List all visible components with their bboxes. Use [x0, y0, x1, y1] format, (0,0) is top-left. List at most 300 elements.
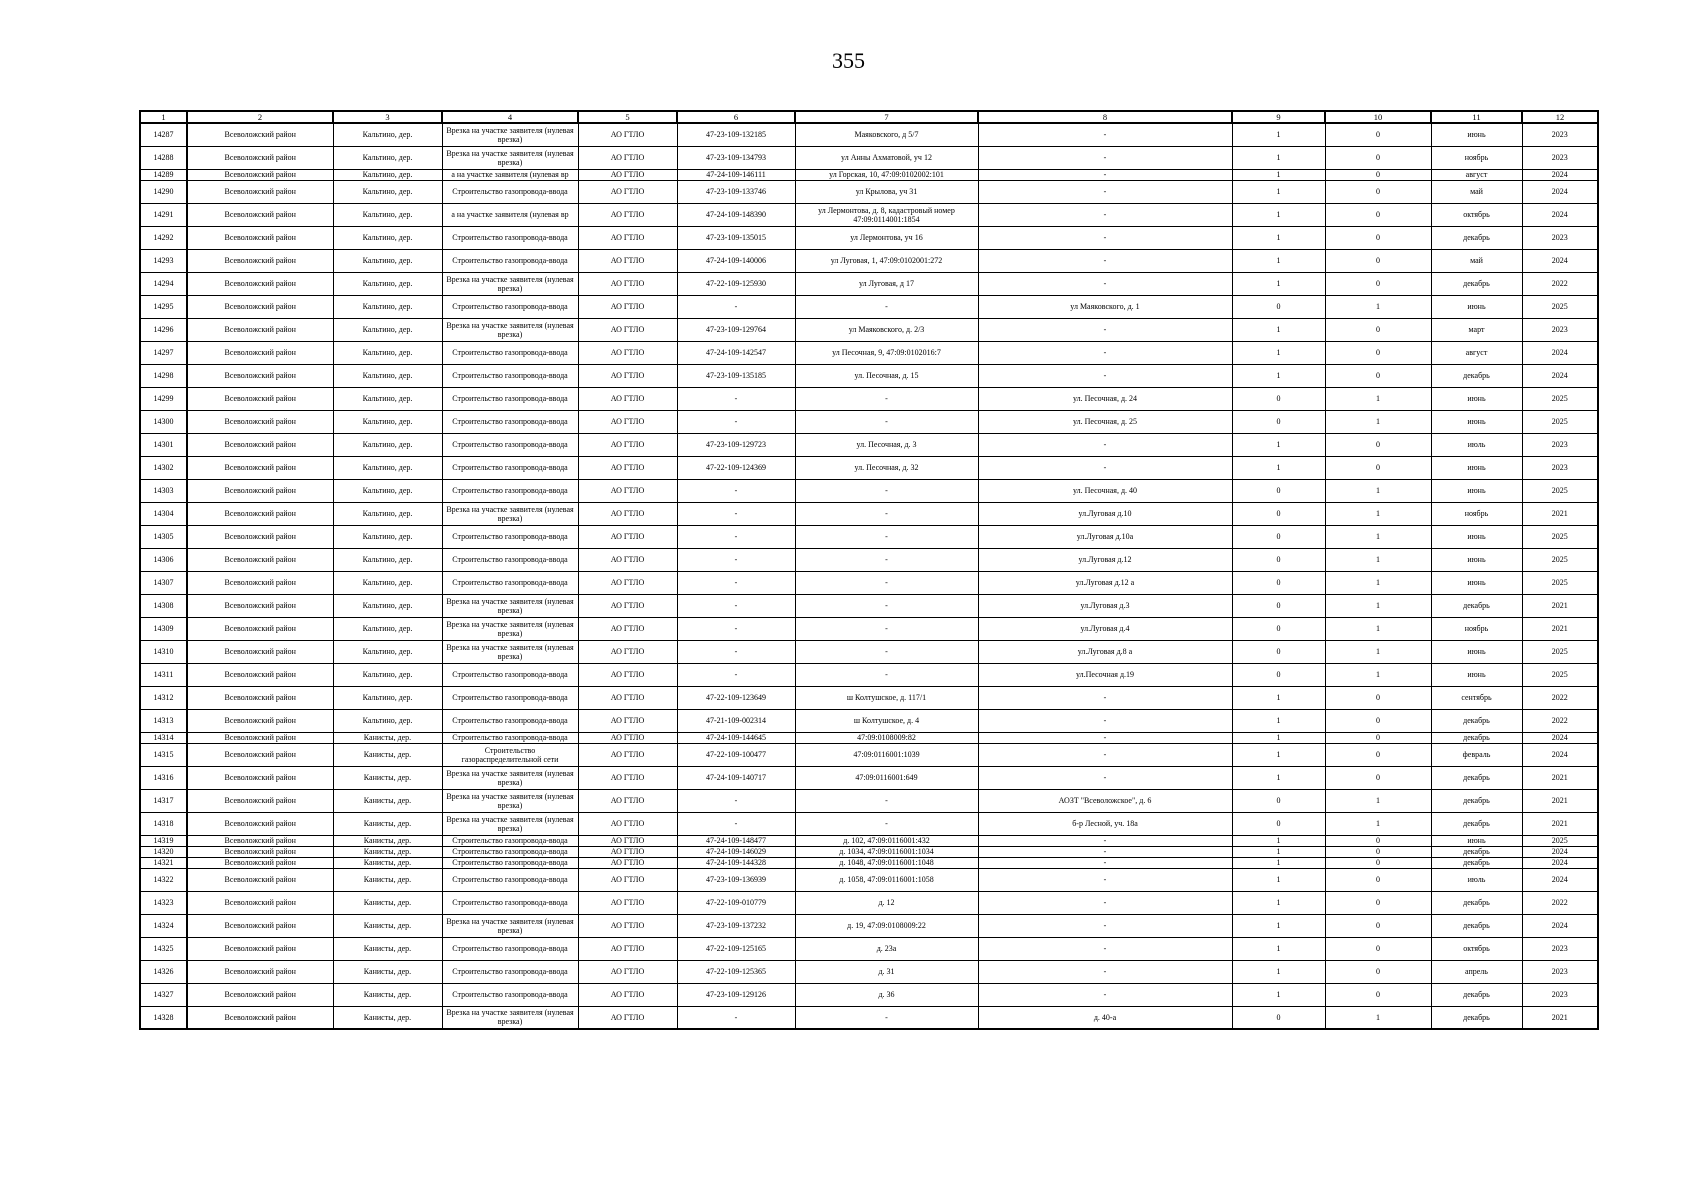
count-connected: 1 — [1232, 686, 1325, 709]
application-number: - — [677, 548, 795, 571]
address-planned: - — [978, 341, 1232, 364]
district: Всеволожский район — [187, 123, 333, 146]
count-planned: 1 — [1325, 479, 1431, 502]
work-type: Строительство газопровода-ввода — [442, 983, 578, 1006]
row-number: 14305 — [140, 525, 187, 548]
address-connected: - — [795, 1006, 978, 1029]
month: июнь — [1431, 123, 1522, 146]
organization: АО ГТЛО — [578, 835, 677, 846]
address-planned: - — [978, 983, 1232, 1006]
address-planned: - — [978, 123, 1232, 146]
organization: АО ГТЛО — [578, 180, 677, 203]
year: 2021 — [1522, 789, 1598, 812]
work-type: Строительство газопровода-ввода — [442, 709, 578, 732]
application-number: 47-24-109-140006 — [677, 249, 795, 272]
application-number: 47-22-109-125165 — [677, 937, 795, 960]
organization: АО ГТЛО — [578, 341, 677, 364]
month: июнь — [1431, 525, 1522, 548]
count-connected: 0 — [1232, 617, 1325, 640]
address-planned: - — [978, 709, 1232, 732]
row-number: 14327 — [140, 983, 187, 1006]
application-number: 47-22-109-125365 — [677, 960, 795, 983]
year: 2024 — [1522, 743, 1598, 766]
work-type: Строительство газопровода-ввода — [442, 249, 578, 272]
count-connected: 1 — [1232, 203, 1325, 226]
organization: АО ГТЛО — [578, 123, 677, 146]
month: декабрь — [1431, 857, 1522, 868]
district: Всеволожский район — [187, 146, 333, 169]
application-number: 47-23-109-134793 — [677, 146, 795, 169]
month: декабрь — [1431, 364, 1522, 387]
table-row — [140, 617, 1598, 640]
month: июнь — [1431, 548, 1522, 571]
address-planned: - — [978, 732, 1232, 743]
address-connected: ул. Песочная, д. 15 — [795, 364, 978, 387]
year: 2023 — [1522, 226, 1598, 249]
count-connected: 0 — [1232, 812, 1325, 835]
count-connected: 1 — [1232, 743, 1325, 766]
address-planned: - — [978, 226, 1232, 249]
address-planned: - — [978, 272, 1232, 295]
row-number: 14293 — [140, 249, 187, 272]
organization: АО ГТЛО — [578, 983, 677, 1006]
application-number: 47-23-109-129126 — [677, 983, 795, 1006]
count-connected: 1 — [1232, 249, 1325, 272]
district: Всеволожский район — [187, 709, 333, 732]
month: июль — [1431, 868, 1522, 891]
month: декабрь — [1431, 594, 1522, 617]
row-number: 14328 — [140, 1006, 187, 1029]
count-connected: 0 — [1232, 789, 1325, 812]
month: июнь — [1431, 663, 1522, 686]
count-planned: 0 — [1325, 846, 1431, 857]
table-row — [140, 640, 1598, 663]
count-planned: 1 — [1325, 387, 1431, 410]
year: 2021 — [1522, 502, 1598, 525]
district: Всеволожский район — [187, 891, 333, 914]
count-connected: 0 — [1232, 640, 1325, 663]
table-row — [140, 857, 1598, 868]
count-planned: 0 — [1325, 364, 1431, 387]
address-connected: д. 1058, 47:09:0116001:1058 — [795, 868, 978, 891]
month: июнь — [1431, 479, 1522, 502]
district: Всеволожский район — [187, 318, 333, 341]
month: июнь — [1431, 387, 1522, 410]
district: Всеволожский район — [187, 663, 333, 686]
district: Всеволожский район — [187, 789, 333, 812]
count-connected: 1 — [1232, 983, 1325, 1006]
district: Всеволожский район — [187, 732, 333, 743]
address-planned: ул.Луговая д.8 а — [978, 640, 1232, 663]
count-planned: 0 — [1325, 709, 1431, 732]
work-type: Строительство газопровода-ввода — [442, 479, 578, 502]
table-row — [140, 502, 1598, 525]
address-planned: ул.Луговая д.10 — [978, 502, 1232, 525]
work-type: Врезка на участке заявителя (нулевая врезка) — [442, 123, 578, 146]
address-planned: - — [978, 433, 1232, 456]
year: 2024 — [1522, 732, 1598, 743]
year: 2023 — [1522, 433, 1598, 456]
district: Всеволожский район — [187, 456, 333, 479]
district: Всеволожский район — [187, 410, 333, 433]
settlement: Кальтино, дер. — [333, 709, 442, 732]
count-connected: 0 — [1232, 1006, 1325, 1029]
year: 2025 — [1522, 387, 1598, 410]
table-row — [140, 937, 1598, 960]
year: 2024 — [1522, 249, 1598, 272]
count-planned: 1 — [1325, 663, 1431, 686]
year: 2023 — [1522, 983, 1598, 1006]
work-type: Врезка на участке заявителя (нулевая врезка) — [442, 914, 578, 937]
application-number: 47-23-109-129764 — [677, 318, 795, 341]
table-row — [140, 789, 1598, 812]
month: декабрь — [1431, 1006, 1522, 1029]
work-type: Строительство газопровода-ввода — [442, 686, 578, 709]
application-number: - — [677, 789, 795, 812]
settlement: Кальтино, дер. — [333, 180, 442, 203]
settlement: Кальтино, дер. — [333, 502, 442, 525]
count-planned: 1 — [1325, 617, 1431, 640]
address-connected: 47:09:0116001:649 — [795, 766, 978, 789]
organization: АО ГТЛО — [578, 295, 677, 318]
address-planned: - — [978, 914, 1232, 937]
column-number-row — [140, 111, 1598, 123]
table-row — [140, 525, 1598, 548]
address-connected: д. 36 — [795, 983, 978, 1006]
table-row — [140, 226, 1598, 249]
row-number: 14302 — [140, 456, 187, 479]
count-connected: 1 — [1232, 732, 1325, 743]
count-connected: 1 — [1232, 835, 1325, 846]
application-number: 47-22-109-010779 — [677, 891, 795, 914]
table-row — [140, 295, 1598, 318]
table-row — [140, 812, 1598, 835]
year: 2024 — [1522, 341, 1598, 364]
address-connected: - — [795, 663, 978, 686]
settlement: Кальтино, дер. — [333, 548, 442, 571]
settlement: Кальтино, дер. — [333, 146, 442, 169]
month: декабрь — [1431, 983, 1522, 1006]
year: 2022 — [1522, 686, 1598, 709]
work-type: Строительство газопровода-ввода — [442, 295, 578, 318]
address-planned: - — [978, 169, 1232, 180]
application-number: - — [677, 479, 795, 502]
row-number: 14320 — [140, 846, 187, 857]
month: апрель — [1431, 960, 1522, 983]
year: 2025 — [1522, 295, 1598, 318]
column-header: 3 — [333, 111, 442, 123]
count-connected: 0 — [1232, 571, 1325, 594]
settlement: Кальтино, дер. — [333, 525, 442, 548]
application-number: 47-24-109-146111 — [677, 169, 795, 180]
table-row — [140, 686, 1598, 709]
row-number: 14315 — [140, 743, 187, 766]
work-type: Строительство газопровода-ввода — [442, 180, 578, 203]
organization: АО ГТЛО — [578, 226, 677, 249]
count-planned: 0 — [1325, 891, 1431, 914]
organization: АО ГТЛО — [578, 640, 677, 663]
count-planned: 0 — [1325, 203, 1431, 226]
settlement: Канисты, дер. — [333, 868, 442, 891]
table-row — [140, 571, 1598, 594]
year: 2024 — [1522, 857, 1598, 868]
application-number: - — [677, 387, 795, 410]
settlement: Кальтино, дер. — [333, 341, 442, 364]
address-planned: - — [978, 937, 1232, 960]
month: март — [1431, 318, 1522, 341]
month: май — [1431, 180, 1522, 203]
address-connected: Маяковского, д 5/7 — [795, 123, 978, 146]
year: 2025 — [1522, 640, 1598, 663]
month: декабрь — [1431, 914, 1522, 937]
settlement: Канисты, дер. — [333, 937, 442, 960]
count-connected: 0 — [1232, 525, 1325, 548]
application-number: - — [677, 640, 795, 663]
table-row — [140, 180, 1598, 203]
district: Всеволожский район — [187, 295, 333, 318]
year: 2025 — [1522, 571, 1598, 594]
organization: АО ГТЛО — [578, 203, 677, 226]
count-planned: 0 — [1325, 318, 1431, 341]
month: декабрь — [1431, 272, 1522, 295]
column-header: 11 — [1431, 111, 1522, 123]
address-connected: ул Луговая, 1, 47:09:0102001:272 — [795, 249, 978, 272]
application-number: - — [677, 594, 795, 617]
district: Всеволожский район — [187, 857, 333, 868]
row-number: 14307 — [140, 571, 187, 594]
table-row — [140, 983, 1598, 1006]
application-number: 47-24-109-140717 — [677, 766, 795, 789]
address-planned: - — [978, 456, 1232, 479]
district: Всеволожский район — [187, 479, 333, 502]
row-number: 14318 — [140, 812, 187, 835]
settlement: Кальтино, дер. — [333, 456, 442, 479]
row-number: 14291 — [140, 203, 187, 226]
row-number: 14289 — [140, 169, 187, 180]
count-connected: 0 — [1232, 548, 1325, 571]
application-number: 47-22-109-123649 — [677, 686, 795, 709]
organization: АО ГТЛО — [578, 410, 677, 433]
settlement: Канисты, дер. — [333, 914, 442, 937]
gasification-registry-table — [139, 110, 1599, 1030]
count-planned: 1 — [1325, 571, 1431, 594]
count-planned: 1 — [1325, 548, 1431, 571]
address-connected: ул Анны Ахматовой, уч 12 — [795, 146, 978, 169]
address-planned: - — [978, 743, 1232, 766]
month: декабрь — [1431, 891, 1522, 914]
organization: АО ГТЛО — [578, 272, 677, 295]
application-number: - — [677, 502, 795, 525]
month: декабрь — [1431, 732, 1522, 743]
organization: АО ГТЛО — [578, 743, 677, 766]
count-planned: 0 — [1325, 686, 1431, 709]
table-row — [140, 663, 1598, 686]
work-type: Строительство газопровода-ввода — [442, 846, 578, 857]
year: 2022 — [1522, 709, 1598, 732]
month: февраль — [1431, 743, 1522, 766]
district: Всеволожский район — [187, 812, 333, 835]
count-connected: 1 — [1232, 123, 1325, 146]
count-connected: 1 — [1232, 364, 1325, 387]
count-planned: 1 — [1325, 594, 1431, 617]
count-planned: 1 — [1325, 1006, 1431, 1029]
organization: АО ГТЛО — [578, 766, 677, 789]
column-header: 6 — [677, 111, 795, 123]
application-number: 47-24-109-142547 — [677, 341, 795, 364]
count-connected: 0 — [1232, 387, 1325, 410]
count-connected: 1 — [1232, 433, 1325, 456]
row-number: 14311 — [140, 663, 187, 686]
application-number: 47-23-109-135185 — [677, 364, 795, 387]
address-connected: д. 1048, 47:09:0116001:1048 — [795, 857, 978, 868]
table-row — [140, 479, 1598, 502]
address-planned: - — [978, 318, 1232, 341]
application-number: - — [677, 295, 795, 318]
address-planned: АОЗТ "Всеволожское", д. 6 — [978, 789, 1232, 812]
settlement: Канисты, дер. — [333, 766, 442, 789]
table-row — [140, 914, 1598, 937]
table-row — [140, 709, 1598, 732]
application-number: 47-24-109-148390 — [677, 203, 795, 226]
count-connected: 1 — [1232, 914, 1325, 937]
count-connected: 1 — [1232, 857, 1325, 868]
table-row — [140, 318, 1598, 341]
column-header: 12 — [1522, 111, 1598, 123]
address-connected: - — [795, 640, 978, 663]
work-type: Врезка на участке заявителя (нулевая врезка) — [442, 766, 578, 789]
settlement: Кальтино, дер. — [333, 295, 442, 318]
work-type: Строительство газопровода-ввода — [442, 226, 578, 249]
organization: АО ГТЛО — [578, 891, 677, 914]
address-planned: - — [978, 891, 1232, 914]
table-row — [140, 123, 1598, 146]
work-type: Врезка на участке заявителя (нулевая врезка) — [442, 812, 578, 835]
application-number: 47-22-109-124369 — [677, 456, 795, 479]
settlement: Кальтино, дер. — [333, 594, 442, 617]
application-number: 47-21-109-002314 — [677, 709, 795, 732]
work-type: а на участке заявителя (нулевая вр — [442, 203, 578, 226]
row-number: 14312 — [140, 686, 187, 709]
address-connected: д. 19, 47:09:0108009:22 — [795, 914, 978, 937]
year: 2025 — [1522, 479, 1598, 502]
work-type: Строительство газопровода-ввода — [442, 410, 578, 433]
address-connected: - — [795, 812, 978, 835]
table-row — [140, 249, 1598, 272]
row-number: 14298 — [140, 364, 187, 387]
count-connected: 1 — [1232, 169, 1325, 180]
settlement: Кальтино, дер. — [333, 249, 442, 272]
row-number: 14317 — [140, 789, 187, 812]
work-type: Врезка на участке заявителя (нулевая врезка) — [442, 617, 578, 640]
address-connected: д. 1034, 47:09:0116001:1034 — [795, 846, 978, 857]
row-number: 14299 — [140, 387, 187, 410]
address-connected: - — [795, 571, 978, 594]
work-type: Врезка на участке заявителя (нулевая врезка) — [442, 272, 578, 295]
address-planned: - — [978, 364, 1232, 387]
row-number: 14296 — [140, 318, 187, 341]
address-planned: - — [978, 857, 1232, 868]
row-number: 14303 — [140, 479, 187, 502]
month: июнь — [1431, 295, 1522, 318]
count-planned: 0 — [1325, 857, 1431, 868]
year: 2024 — [1522, 914, 1598, 937]
address-connected: - — [795, 548, 978, 571]
table-row — [140, 410, 1598, 433]
table-row — [140, 146, 1598, 169]
district: Всеволожский район — [187, 983, 333, 1006]
district: Всеволожский район — [187, 341, 333, 364]
district: Всеволожский район — [187, 937, 333, 960]
count-planned: 0 — [1325, 169, 1431, 180]
organization: АО ГТЛО — [578, 548, 677, 571]
table-row — [140, 743, 1598, 766]
settlement: Канисты, дер. — [333, 960, 442, 983]
year: 2025 — [1522, 410, 1598, 433]
count-planned: 0 — [1325, 146, 1431, 169]
application-number: 47-23-109-132185 — [677, 123, 795, 146]
count-connected: 0 — [1232, 663, 1325, 686]
month: май — [1431, 249, 1522, 272]
count-planned: 1 — [1325, 410, 1431, 433]
month: декабрь — [1431, 226, 1522, 249]
table-row — [140, 846, 1598, 857]
count-planned: 1 — [1325, 502, 1431, 525]
count-planned: 0 — [1325, 226, 1431, 249]
organization: АО ГТЛО — [578, 594, 677, 617]
year: 2024 — [1522, 364, 1598, 387]
count-planned: 0 — [1325, 341, 1431, 364]
month: декабрь — [1431, 812, 1522, 835]
organization: АО ГТЛО — [578, 709, 677, 732]
count-connected: 0 — [1232, 594, 1325, 617]
settlement: Кальтино, дер. — [333, 387, 442, 410]
year: 2022 — [1522, 891, 1598, 914]
month: ноябрь — [1431, 617, 1522, 640]
month: июнь — [1431, 835, 1522, 846]
row-number: 14321 — [140, 857, 187, 868]
month: август — [1431, 341, 1522, 364]
application-number: 47-24-109-144645 — [677, 732, 795, 743]
district: Всеволожский район — [187, 868, 333, 891]
work-type: Строительство газопровода-ввода — [442, 571, 578, 594]
application-number: 47-24-109-146029 — [677, 846, 795, 857]
address-connected: ул Лермонтова, уч 16 — [795, 226, 978, 249]
column-header: 7 — [795, 111, 978, 123]
settlement: Канисты, дер. — [333, 732, 442, 743]
year: 2023 — [1522, 937, 1598, 960]
address-connected: ул Маяковского, д. 2/3 — [795, 318, 978, 341]
count-connected: 1 — [1232, 146, 1325, 169]
month: ноябрь — [1431, 146, 1522, 169]
count-planned: 0 — [1325, 732, 1431, 743]
row-number: 14314 — [140, 732, 187, 743]
count-planned: 0 — [1325, 868, 1431, 891]
month: июль — [1431, 433, 1522, 456]
address-planned: ул.Луговая д.12 а — [978, 571, 1232, 594]
settlement: Кальтино, дер. — [333, 640, 442, 663]
district: Всеволожский район — [187, 387, 333, 410]
column-header: 2 — [187, 111, 333, 123]
column-header: 8 — [978, 111, 1232, 123]
settlement: Кальтино, дер. — [333, 318, 442, 341]
address-planned: ул Маяковского, д. 1 — [978, 295, 1232, 318]
settlement: Канисты, дер. — [333, 891, 442, 914]
row-number: 14324 — [140, 914, 187, 937]
table-row — [140, 1006, 1598, 1029]
settlement: Кальтино, дер. — [333, 686, 442, 709]
work-type: Строительство газопровода-ввода — [442, 364, 578, 387]
settlement: Кальтино, дер. — [333, 203, 442, 226]
